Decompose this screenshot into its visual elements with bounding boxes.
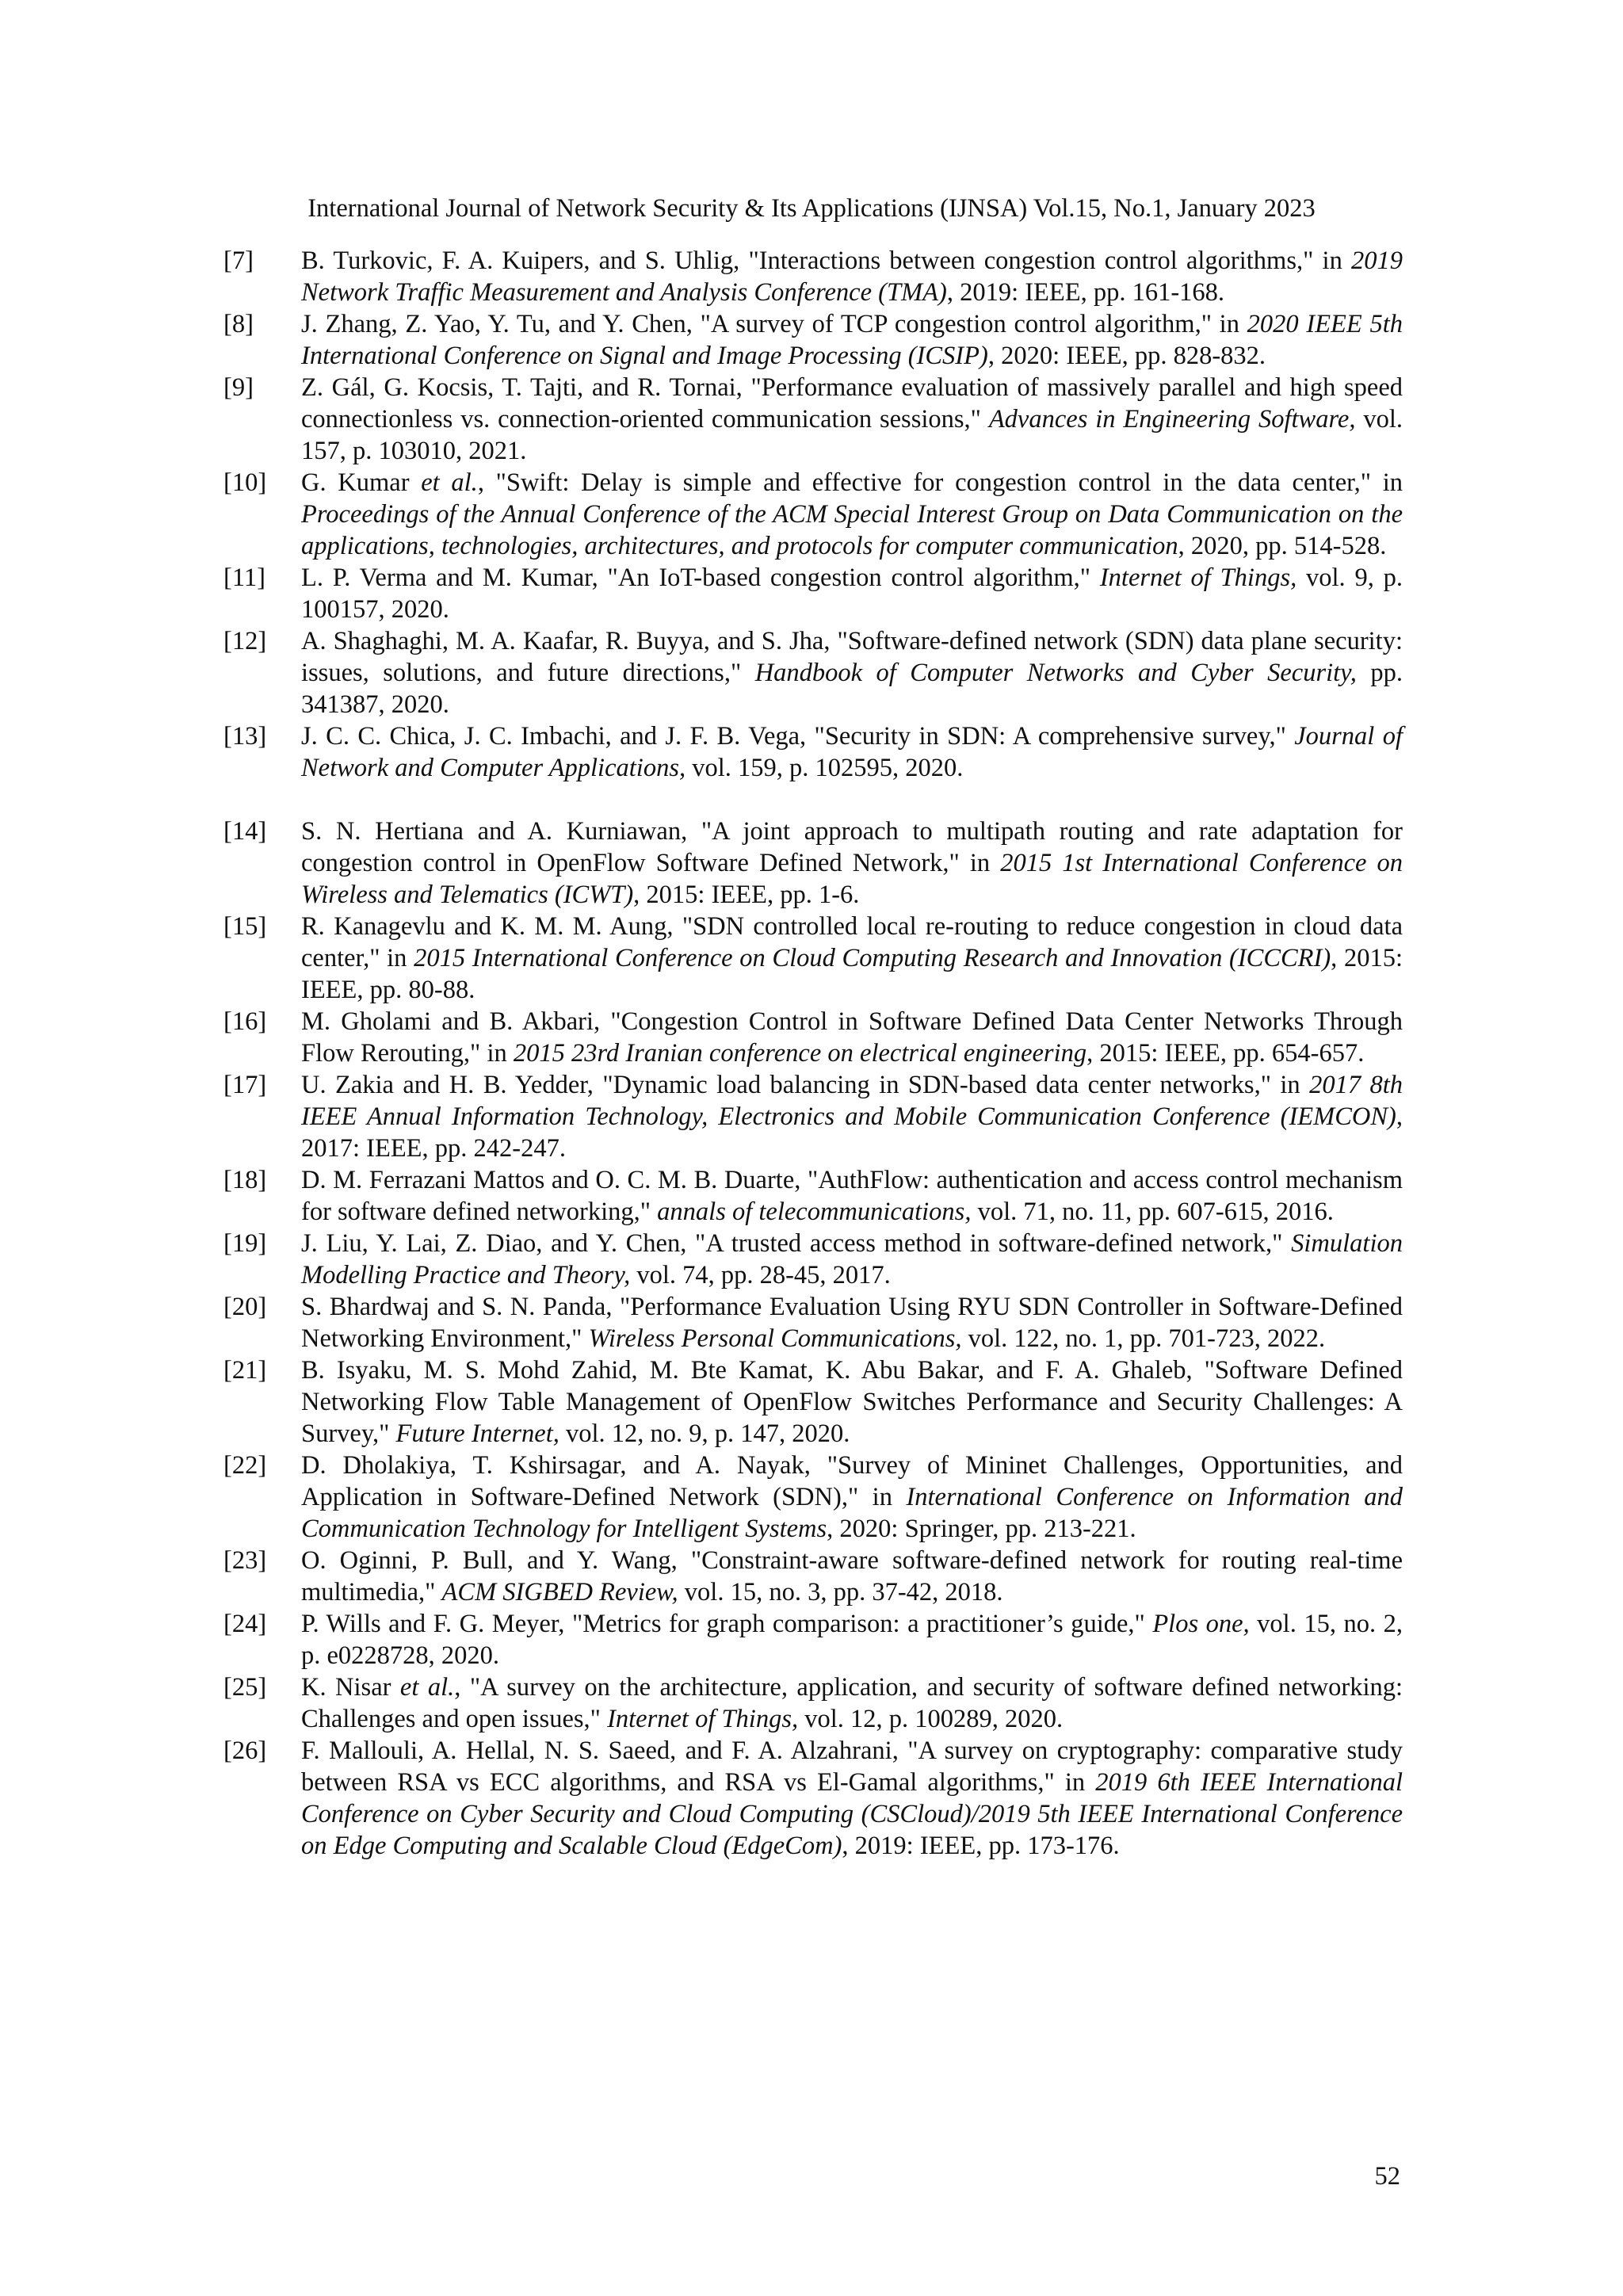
reference-number: [18] [223,1166,267,1194]
reference-entry [223,308,1403,372]
reference-segment: vol. 74, pp. 28-45, 2017. [630,1261,891,1289]
reference-list [223,245,1403,1862]
reference-entry [223,720,1403,784]
reference-segment: pp. 341387, 2020. [301,659,1403,719]
reference-text [301,1608,1403,1671]
reference-segment: , 2020: Springer, pp. 213-221. [827,1515,1136,1543]
reference-text [301,1735,1403,1862]
reference-number: [22] [223,1451,267,1480]
reference-segment: Z. Gál, G. Kocsis, T. Tajti, and R. Tornai, "Performance evaluation of massively parallel and high speed connectionless vs. connection-oriented communication sessions," [301,373,1403,434]
reference-venue: Internet of Things, [607,1705,799,1733]
reference-venue: et al. [421,468,478,497]
reference-segment: L. P. Verma and M. Kumar, "An IoT-based congestion control algorithm," [301,563,1100,592]
reference-number: [20] [223,1293,267,1321]
reference-segment: , "A survey on the architecture, application, and security of software defined networking: Challenges and open issues," [301,1673,1403,1733]
reference-segment: B. Isyaku, M. S. Mohd Zahid, M. Bte Kamat, K. Abu Bakar, and F. A. Ghaleb, "Software Defined Networking Flow Table Management of OpenFlow Switches Performance and Security Challenges: A Survey," [301,1356,1403,1448]
reference-segment: vol. 157, p. 103010, 2021. [301,405,1403,465]
reference-segment: , 2020, pp. 514-528. [1178,532,1387,560]
reference-segment: R. Kanagevlu and K. M. M. Aung, "SDN controlled local re-routing to reduce congestion in cloud data center," in [301,912,1403,972]
reference-text [301,1069,1403,1164]
reference-entry [223,1671,1403,1735]
reference-number: [25] [223,1673,267,1702]
reference-text [301,1354,1403,1450]
page-number: 52 [1374,2162,1400,2191]
reference-entry [223,1069,1403,1164]
reference-text [301,245,1403,308]
reference-venue: 2015 1st International Conference on Wireless and Telematics (ICWT) [301,849,1403,909]
reference-segment: S. Bhardwaj and S. N. Panda, "Performance Evaluation Using RYU SDN Controller in Software-Defined Networking Environment," [301,1293,1403,1353]
reference-venue: Advances in Engineering Software, [988,405,1356,434]
reference-entry [223,245,1403,308]
reference-venue: 2015 International Conference on Cloud Computing Research and Innovation (ICCCRI) [414,944,1331,972]
reference-entry [223,1228,1403,1291]
reference-venue: Journal of Network and Computer Applications, [301,722,1403,782]
reference-venue: 2019 6th IEEE International Conference on Cyber Security and Cloud Computing (CSCloud)/2019 5th IEEE International Conference on Edge Computing and Scalable Cloud (EdgeCom) [301,1768,1403,1860]
reference-venue: Plos one, [1152,1610,1250,1638]
reference-segment: S. N. Hertiana and A. Kurniawan, "A joint approach to multipath routing and rate adaptation for congestion control in OpenFlow Software Defined Network," in [301,817,1403,877]
reference-entry [223,1164,1403,1228]
reference-number: [14] [223,817,267,846]
reference-number: [11] [223,563,265,592]
reference-segment: vol. 159, p. 102595, 2020. [685,754,964,782]
reference-number: [24] [223,1610,267,1638]
reference-entry [223,562,1403,625]
reference-segment: , 2015: IEEE, pp. 654-657. [1086,1039,1365,1068]
reference-segment: vol. 15, no. 2, p. e0228728, 2020. [301,1610,1403,1670]
reference-segment: , 2017: IEEE, pp. 242-247. [301,1102,1403,1163]
reference-entry [223,625,1403,720]
reference-entry [223,911,1403,1006]
reference-venue: Wireless Personal Communications, [588,1324,962,1353]
reference-text [301,720,1403,784]
reference-segment: , 2015: IEEE, pp. 80-88. [301,944,1403,1004]
reference-segment: A. Shaghaghi, M. A. Kaafar, R. Buyya, and S. Jha, "Software-defined network (SDN) data plane security: issues, solutions, and future directions," [301,627,1403,687]
reference-segment: D. M. Ferrazani Mattos and O. C. M. B. Duarte, "AuthFlow: authentication and access control mechanism for software defined networking," [301,1166,1403,1226]
reference-text [301,816,1403,911]
reference-segment: P. Wills and F. G. Meyer, "Metrics for graph comparison: a practitioner’s guide," [301,1610,1153,1638]
reference-number: [8] [223,310,254,338]
reference-number: [9] [223,373,254,402]
reference-number: [12] [223,627,267,655]
reference-segment: , 2019: IEEE, pp. 161-168. [946,278,1225,307]
reference-segment: vol. 9, p. 100157, 2020. [301,563,1403,624]
reference-entry [223,1354,1403,1450]
reference-segment: vol. 122, no. 1, pp. 701-723, 2022. [961,1324,1326,1353]
reference-number: [17] [223,1071,267,1099]
reference-entry [223,1006,1403,1069]
reference-text [301,1164,1403,1228]
reference-venue: annals of telecommunications, [657,1198,972,1226]
reference-segment: , "Swift: Delay is simple and effective for congestion control in the data center," in [477,468,1403,497]
reference-segment: D. Dholakiya, T. Kshirsagar, and A. Nayak, "Survey of Mininet Challenges, Opportunities, and Application in Software-Defined Network (SDN)," in [301,1451,1403,1511]
reference-segment: K. Nisar [301,1673,400,1702]
reference-venue: 2015 23rd Iranian conference on electrical engineering [513,1039,1087,1068]
reference-venue: Simulation Modelling Practice and Theory, [301,1229,1403,1289]
reference-entry [223,1735,1403,1862]
reference-venue: Future Internet, [395,1419,559,1448]
reference-text [301,1228,1403,1291]
reference-segment: G. Kumar [301,468,422,497]
reference-number: [16] [223,1007,267,1036]
reference-segment: J. Liu, Y. Lai, Z. Diao, and Y. Chen, "A trusted access method in software-defined network," [301,1229,1292,1258]
reference-segment: F. Mallouli, A. Hellal, N. S. Saeed, and F. A. Alzahrani, "A survey on cryptography: comparative study between RSA vs ECC algorithms, and RSA vs El-Gamal algorithms," in [301,1736,1403,1797]
reference-venue: ACM SIGBED Review, [441,1578,678,1606]
reference-text [301,372,1403,467]
reference-text [301,467,1403,562]
journal-header: International Journal of Network Security & Its Applications (IJNSA) Vol.15, No.1, January 2023 [307,194,1316,223]
reference-text [301,1450,1403,1545]
reference-venue: Proceedings of the Annual Conference of the ACM Special Interest Group on Data Communication on the applications, technologies, architectures, and protocols for computer communication [301,500,1403,560]
reference-entry [223,1608,1403,1671]
reference-entry [223,1291,1403,1354]
reference-number: [19] [223,1229,267,1258]
reference-text [301,625,1403,720]
reference-segment: J. C. C. Chica, J. C. Imbachi, and J. F. B. Vega, "Security in SDN: A comprehensive survey," [301,722,1295,751]
reference-text [301,1006,1403,1069]
reference-number: [7] [223,246,254,275]
reference-segment: J. Zhang, Z. Yao, Y. Tu, and Y. Chen, "A survey of TCP congestion control algorithm," in [301,310,1247,338]
reference-entry [223,1450,1403,1545]
reference-venue: 2017 8th IEEE Annual Information Technology, Electronics and Mobile Communication Conference (IEMCON) [301,1071,1403,1131]
reference-number: [23] [223,1546,267,1575]
reference-text [301,1671,1403,1735]
reference-venue: et al. [399,1673,455,1702]
reference-segment: vol. 15, no. 3, pp. 37-42, 2018. [678,1578,1003,1606]
reference-segment: , 2019: IEEE, pp. 173-176. [842,1832,1120,1860]
reference-venue: International Conference on Information and Communication Technology for Intelligent Systems [301,1483,1403,1543]
reference-segment: O. Oginni, P. Bull, and Y. Wang, "Constraint-aware software-defined network for routing real-time multimedia," [301,1546,1403,1606]
reference-segment: vol. 12, p. 100289, 2020. [798,1705,1064,1733]
reference-entry [223,1545,1403,1608]
reference-segment: M. Gholami and B. Akbari, "Congestion Control in Software Defined Data Center Networks Through Flow Rerouting," in [301,1007,1403,1068]
reference-text [301,562,1403,625]
reference-text [301,308,1403,372]
reference-venue: Internet of Things, [1099,563,1297,592]
reference-segment: , 2015: IEEE, pp. 1-6. [633,881,860,909]
reference-segment: U. Zakia and H. B. Yedder, "Dynamic load balancing in SDN-based data center networks," in [301,1071,1310,1099]
reference-number: [15] [223,912,267,941]
reference-number: [10] [223,468,267,497]
reference-entry [223,816,1403,911]
reference-segment: , 2020: IEEE, pp. 828-832. [987,342,1266,370]
reference-text [301,1291,1403,1354]
reference-entry [223,467,1403,562]
reference-segment: vol. 12, no. 9, p. 147, 2020. [559,1419,850,1448]
reference-number: [13] [223,722,267,751]
reference-entry [223,372,1403,467]
reference-venue: 2020 IEEE 5th International Conference on Signal and Image Processing (ICSIP) [301,310,1403,370]
reference-segment: vol. 71, no. 11, pp. 607-615, 2016. [971,1198,1334,1226]
reference-text [301,911,1403,1006]
reference-number: [21] [223,1356,267,1385]
reference-segment: B. Turkovic, F. A. Kuipers, and S. Uhlig, "Interactions between congestion control algorithms," in [301,246,1351,275]
reference-venue: 2019 Network Traffic Measurement and Analysis Conference (TMA) [301,246,1403,307]
reference-number: [26] [223,1736,267,1765]
reference-text [301,1545,1403,1608]
reference-venue: Handbook of Computer Networks and Cyber Security, [754,659,1357,687]
